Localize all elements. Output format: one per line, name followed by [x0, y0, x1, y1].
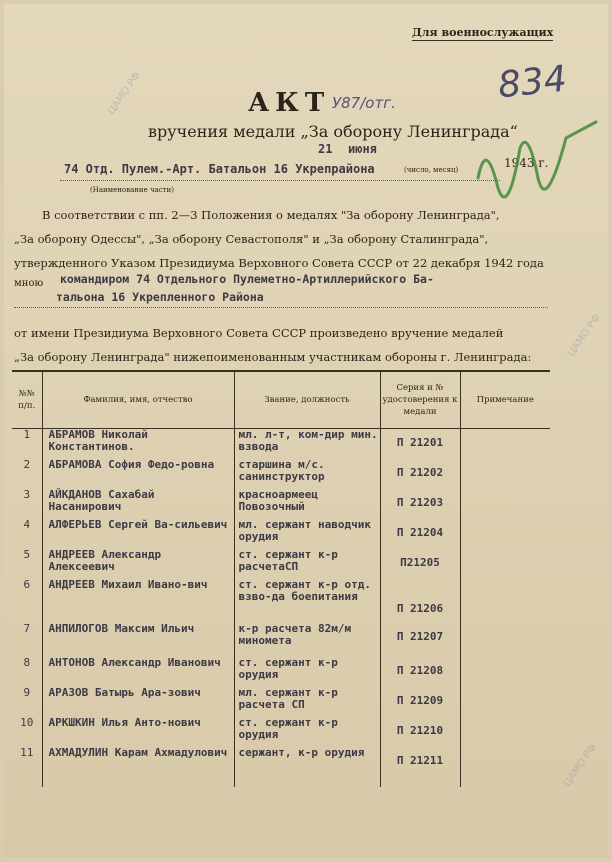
row-rank: мл. л-т, ком-дир мин. взвода [234, 429, 380, 459]
table-row [12, 623, 550, 657]
table-row [12, 429, 550, 459]
para1-line2: „За оборону Одессы", „За оборону Севастополя" и „За оборону Сталинграда", [14, 232, 489, 246]
date-month: июня [348, 142, 377, 156]
row-number: 9 [23, 685, 31, 699]
row-serial: П21205 [380, 549, 460, 579]
issuer-line1: командиром 74 Отдельного Пулеметно-Артиллерийского Ба- [60, 272, 434, 286]
header-serial: Серия и № удостоверения к медали [380, 371, 460, 429]
row-name: АЛФЕРЬЕВ Сергей Ва-сильевич [42, 519, 234, 549]
row-number: 2 [23, 457, 31, 471]
header-name: Фамилия, имя, отчество [42, 371, 234, 429]
header-num: №№ п/п. [12, 371, 42, 429]
archive-watermark: ЦАМО РФ [561, 742, 599, 789]
para2-line2: „За оборону Ленинграда" нижепоименованным участникам обороны г. Ленинграда: [14, 350, 532, 364]
row-rank: сержант, к-р орудия [234, 747, 380, 787]
date-day: 21 [318, 142, 333, 156]
medal-recipients-table [12, 370, 550, 787]
row-note [460, 717, 550, 747]
unit-name: 74 Отд. Пулем.-Арт. Батальон 16 Укрепрайона [64, 162, 375, 176]
act-subtitle: вручения медали „За оборону Ленинграда“ [148, 122, 518, 141]
row-note [460, 519, 550, 549]
row-number: 1 [23, 428, 31, 441]
unit-caption: (Наименование части) [90, 186, 174, 194]
row-name: АНДРЕЕВ Александр Алексеевич [42, 549, 234, 579]
row-rank: к-р расчета 82м/м миномета [234, 623, 380, 657]
row-number: 6 [23, 577, 31, 591]
row-number: 7 [23, 621, 31, 635]
table-row [12, 519, 550, 549]
row-number: 11 [20, 745, 34, 759]
restricted-label: Для военнослужащих [412, 26, 554, 39]
year: 1943 г. [504, 156, 549, 170]
row-rank: мл. сержант наводчик орудия [234, 519, 380, 549]
row-serial: П 21204 [380, 519, 460, 549]
archive-watermark: ЦАМО РФ [565, 312, 603, 359]
row-name: АНДРЕЕВ Михаил Ивано-вич [42, 579, 234, 623]
act-title: АКТ [248, 88, 331, 118]
row-note [460, 657, 550, 687]
table-row [12, 717, 550, 747]
header-note: Примечание [460, 371, 550, 429]
table-row [12, 687, 550, 717]
table-row [12, 489, 550, 519]
row-note [460, 429, 550, 459]
row-name: АХМАДУЛИН Карам Ахмадулович [42, 747, 234, 787]
para2-line1: от имени Президиума Верховного Совета СССР произведено вручение медалей [14, 326, 504, 340]
row-rank: старшина м/с. санинструктор [234, 459, 380, 489]
para1-line3: утвержденного Указом Президиума Верховного Совета СССР от 22 декабря 1942 года [14, 256, 544, 270]
row-serial: П 21206 [380, 579, 460, 623]
row-serial: П 21211 [380, 747, 460, 787]
row-serial: П 21202 [380, 459, 460, 489]
header-rank: Звание, должность [234, 371, 380, 429]
row-note [460, 579, 550, 623]
row-serial: П 21203 [380, 489, 460, 519]
row-number: 8 [23, 655, 31, 669]
row-rank: ст. сержант к-р расчетаСП [234, 549, 380, 579]
row-name: АРАЗОВ Батырь Ара-зович [42, 687, 234, 717]
row-note [460, 623, 550, 657]
table-row [12, 549, 550, 579]
row-rank: мл. сержант к-р расчета СП [234, 687, 380, 717]
row-serial: П 21207 [380, 623, 460, 657]
row-rank: ст. сержант к-р орудия [234, 717, 380, 747]
archive-watermark: ЦАМО РФ [105, 70, 143, 117]
row-rank: ст. сержант к-р отд. взво-да боепитания [234, 579, 380, 623]
issuer-line2: тальона 16 Укрепленного Района [56, 290, 264, 304]
row-name: АРКШКИН Илья Анто-нович [42, 717, 234, 747]
act-number: У87/отг. [332, 94, 396, 112]
row-note [460, 549, 550, 579]
row-number: 4 [23, 517, 31, 531]
table-row [12, 459, 550, 489]
row-rank: красноармеец Повозочный [234, 489, 380, 519]
row-serial: П 21201 [380, 429, 460, 459]
table-row [12, 579, 550, 623]
table-row [12, 657, 550, 687]
table-header-row [12, 371, 550, 429]
row-name: АЙКДАНОВ Сахабай Насанирович [42, 489, 234, 519]
para1-line1: В соответствии с пп. 2—3 Положения о медалях "За оборону Ленинграда", [42, 208, 500, 222]
row-number: 3 [23, 487, 31, 501]
row-name: АБРАМОВА София Федо-ровна [42, 459, 234, 489]
row-rank: ст. сержант к-р орудия [234, 657, 380, 687]
issuer-label: мною [14, 278, 44, 289]
row-serial: П 21210 [380, 717, 460, 747]
row-name: АНПИЛОГОВ Максим Ильич [42, 623, 234, 657]
row-serial: П 21208 [380, 657, 460, 687]
archive-number: 834 [496, 58, 569, 107]
row-note [460, 459, 550, 489]
row-serial: П 21209 [380, 687, 460, 717]
row-name: АБРАМОВ Николай Константинов. [42, 429, 234, 459]
row-note [460, 687, 550, 717]
table-row [12, 747, 550, 787]
row-name: АНТОНОВ Александр Иванович [42, 657, 234, 687]
row-note [460, 747, 550, 787]
row-number: 5 [23, 547, 31, 561]
row-number: 10 [20, 715, 34, 729]
date-caption: (число, месяц) [404, 166, 459, 174]
row-note [460, 489, 550, 519]
